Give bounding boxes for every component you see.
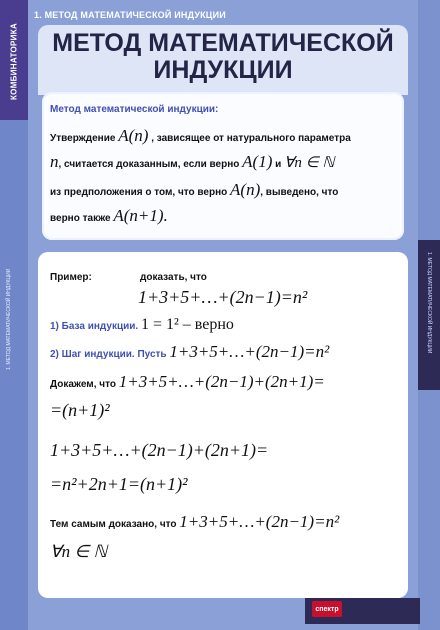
section-tab-label: КОМБИНАТОРИКА (9, 23, 19, 101)
base-label: 1) База индукции. (50, 321, 139, 332)
example-task: доказать, что (140, 272, 207, 283)
title-line-1: МЕТОД МАТЕМАТИЧЕСКОЙ (52, 29, 394, 57)
definition-line4-text: верно также (50, 213, 111, 224)
forall-row (50, 542, 107, 562)
calc1-math: 1+3+5+…+(2n−1)+(2n+1)= (50, 440, 269, 460)
definition-line3-text: из предположения о том, что верно (50, 187, 228, 198)
definition-line-1 (50, 126, 351, 146)
definition-line2-math3: ∀n ∈ ℕ (284, 155, 335, 171)
conclusion-math: 1+3+5+…+(2n−1)=n² (179, 512, 340, 531)
calc-row-1 (50, 440, 268, 461)
definition-line2-text: , считается доказанным, если верно (58, 159, 240, 170)
definition-line3-math: A(n) (230, 180, 261, 199)
page-title (38, 30, 408, 84)
definition-line1-math: A(n) (118, 126, 149, 145)
left-tab (0, 0, 28, 120)
definition-line1-pre: Утверждение (50, 133, 116, 144)
definition-line2-math2: A(1) (242, 152, 273, 171)
small-print (346, 603, 416, 621)
prove-math: 1+3+5+…+(2n−1)+(2n+1)= (118, 372, 325, 391)
definition-line1-post: , зависящее от натурального параметра (151, 133, 351, 144)
base-row (50, 316, 234, 334)
calc-row-2 (50, 474, 188, 495)
prove-row (50, 372, 325, 392)
base-math: 1 = 1² – верно (140, 316, 234, 333)
publisher-logo: спектр (312, 601, 342, 617)
definition-heading: Метод математической индукции: (50, 104, 219, 115)
title-line-2: ИНДУКЦИИ (153, 56, 293, 84)
definition-line-4 (50, 206, 168, 226)
definition-line-2 (50, 152, 334, 172)
prove-label: Докажем, что (50, 379, 116, 390)
forall-math: ∀n ∈ ℕ (50, 542, 108, 561)
step-math: 1+3+5+…+(2n−1)=n² (169, 342, 330, 361)
definition-line4-math: A(n+1). (113, 206, 168, 225)
conclusion-label: Тем самым доказано, что (50, 519, 177, 530)
definition-line3-post: , выведено, что (260, 187, 339, 198)
conclusion-row (50, 512, 339, 532)
calc2-math: =n²+2n+1=(n+1)² (50, 474, 188, 494)
prove-cont-math: =(n+1)² (50, 400, 110, 420)
step-row (50, 342, 329, 362)
prove-cont (50, 400, 110, 421)
example-formula-math: 1+3+5+…+(2n−1)=n² (138, 287, 308, 307)
step-label: 2) Шаг индукции. Пусть (50, 349, 167, 360)
example-label: Пример: (50, 272, 92, 283)
example-formula (138, 287, 307, 308)
left-side-caption: 1. МЕТОД МАТЕМАТИЧЕСКОЙ ИНДУКЦИИ (6, 268, 12, 370)
right-side-caption: 1. МЕТОД МАТЕМАТИЧЕСКОЙ ИНДУКЦИИ (426, 252, 432, 354)
definition-line-3 (50, 180, 338, 200)
header-strip: 1. МЕТОД МАТЕМАТИЧЕСКОЙ ИНДУКЦИИ (34, 10, 226, 20)
definition-line2-math1: n (50, 152, 59, 171)
definition-line2-and: и (275, 159, 282, 170)
